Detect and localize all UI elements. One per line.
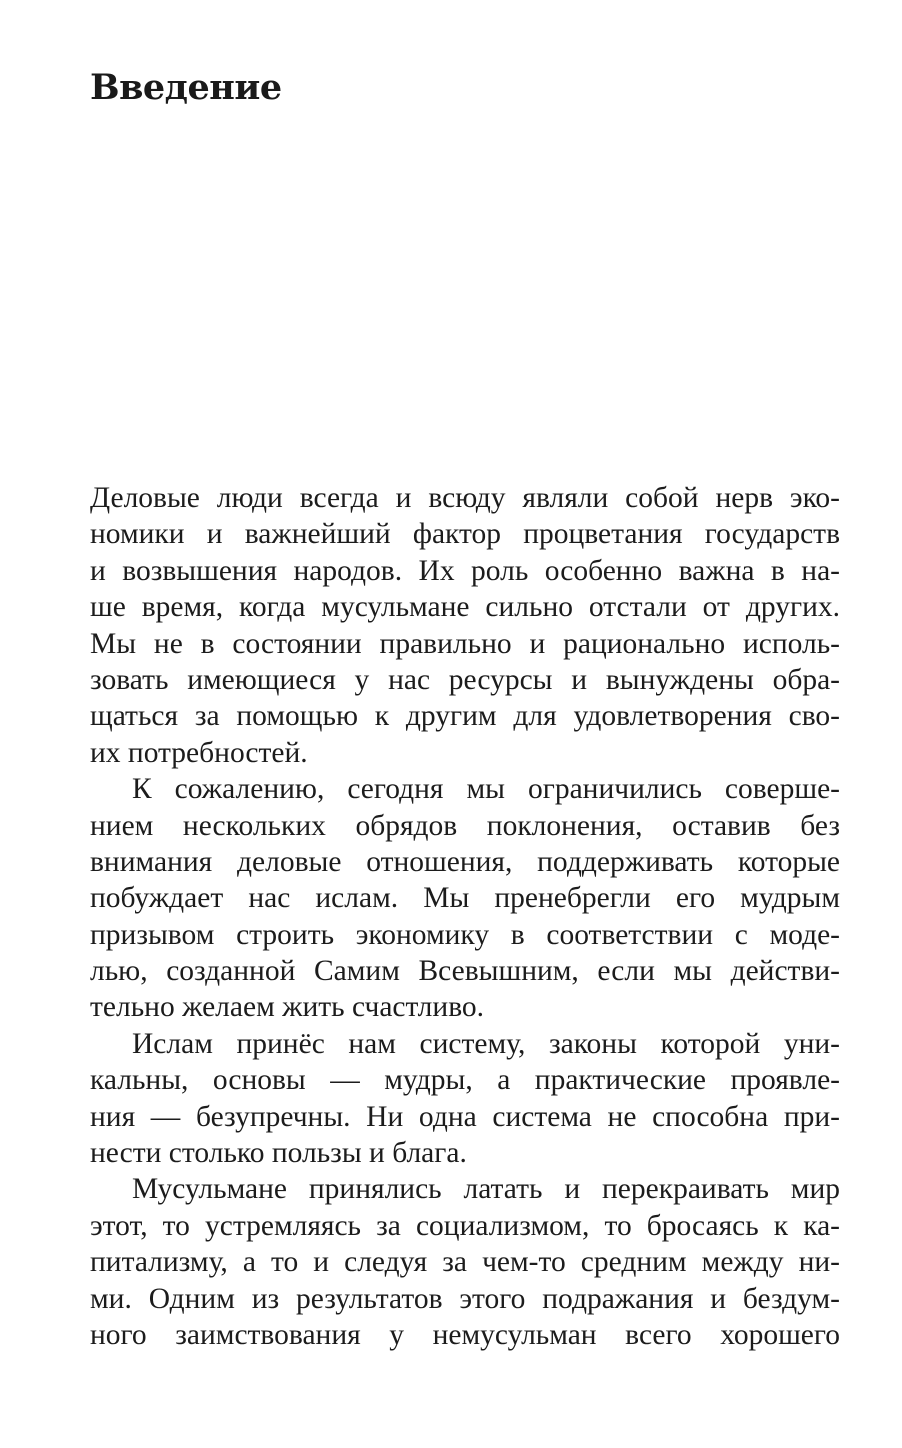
text-line: их потребностей.	[90, 736, 308, 769]
text-line: побуждает нас ислам. Мы пренебрегли его мудрым	[90, 882, 840, 915]
paragraph-3	[90, 1026, 840, 1172]
text-line: ного заимствования у немусульман всего хорошего	[90, 1318, 840, 1351]
text-line: К сожалению, сегодня мы ограничились соверше-	[132, 773, 840, 806]
text-line: номики и важнейший фактор процветания государств	[90, 518, 840, 551]
text-line: питализму, а то и следуя за чем-то средним между ни-	[90, 1246, 840, 1279]
text-line: кальны, основы — мудры, а практические проявле-	[90, 1064, 840, 1097]
text-line: щаться за помощью к другим для удовлетворения сво-	[90, 700, 840, 733]
text-line: ния — безупречны. Ни одна система не способна при-	[90, 1100, 840, 1133]
paragraph-2	[90, 771, 840, 1026]
text-line: Ислам принёс нам систему, законы которой уни-	[132, 1027, 840, 1060]
paragraph-1	[90, 480, 840, 771]
text-line: Деловые люди всегда и всюду являли собой нерв эко-	[90, 482, 840, 514]
text-line: ми. Одним из результатов этого подражания и бездум-	[90, 1282, 840, 1315]
text-line: Мусульмане принялись латать и перекраивать мир	[132, 1173, 840, 1206]
text-line: Мы не в состоянии правильно и рационально исполь-	[90, 627, 840, 660]
body-text	[90, 480, 840, 1353]
text-line: зовать имеющиеся у нас ресурсы и вынуждены обра-	[90, 663, 840, 696]
text-line: этот, то устремляясь за социализмом, то бросаясь к ка-	[90, 1209, 840, 1242]
text-line: тельно желаем жить счастливо.	[90, 991, 485, 1024]
chapter-heading: Введение	[90, 67, 282, 108]
text-line: призывом строить экономику в соответствии с моде-	[90, 918, 840, 951]
paragraph-4	[90, 1171, 840, 1353]
text-line: ше время, когда мусульмане сильно отстали от других.	[90, 591, 840, 624]
text-line: лью, созданной Самим Всевышним, если мы действи-	[90, 955, 840, 988]
text-line: нести столько пользы и блага.	[90, 1137, 467, 1170]
text-line: нием нескольких обрядов поклонения, оставив без	[90, 809, 840, 842]
text-line: и возвышения народов. Их роль особенно важна в на-	[90, 554, 840, 587]
text-line: внимания деловые отношения, поддерживать которые	[90, 845, 840, 878]
